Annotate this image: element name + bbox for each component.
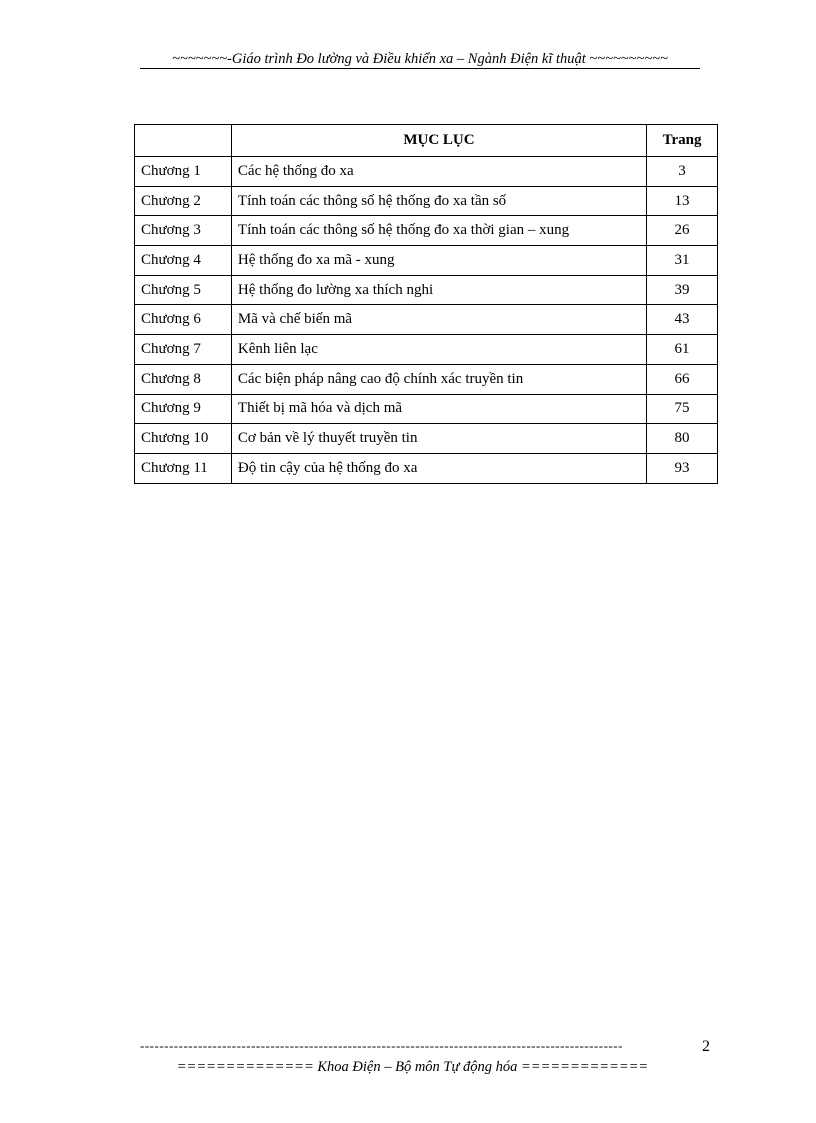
- toc-chapter-title: Độ tin cậy của hệ thống đo xa: [231, 453, 646, 483]
- toc-row: [135, 275, 718, 305]
- toc-row: [135, 424, 718, 454]
- toc-chapter: Chương 11: [135, 453, 232, 483]
- toc-chapter-title: Tính toán các thông số hệ thống đo xa tần số: [231, 186, 646, 216]
- toc-page-number: 26: [647, 216, 718, 246]
- toc-row: [135, 246, 718, 276]
- toc-page-number: 31: [647, 246, 718, 276]
- toc-page-number: 39: [647, 275, 718, 305]
- table-of-contents: [134, 124, 718, 484]
- toc-chapter: Chương 1: [135, 157, 232, 187]
- toc-header-row: [135, 125, 718, 157]
- toc-chapter: Chương 6: [135, 305, 232, 335]
- toc-chapter-title: Thiết bị mã hóa và dịch mã: [231, 394, 646, 424]
- page-number: 2: [702, 1038, 710, 1055]
- toc-chapter-title: Kênh liên lạc: [231, 335, 646, 365]
- toc-title: MỤC LỤC: [231, 125, 646, 157]
- toc-row: [135, 305, 718, 335]
- toc-page-number: 43: [647, 305, 718, 335]
- toc-page-number: 13: [647, 186, 718, 216]
- toc-page-header: Trang: [647, 125, 718, 157]
- toc-chapter-title: Mã và chế biến mã: [231, 305, 646, 335]
- toc-chapter-title: Cơ bản về lý thuyết truyền tin: [231, 424, 646, 454]
- toc-chapter: Chương 9: [135, 394, 232, 424]
- header-underline: [140, 68, 700, 69]
- toc-row: [135, 394, 718, 424]
- toc-chapter: Chương 3: [135, 216, 232, 246]
- toc-chapter-title: Tính toán các thông số hệ thống đo xa thời gian – xung: [231, 216, 646, 246]
- toc-chapter: Chương 7: [135, 335, 232, 365]
- toc-chapter: Chương 2: [135, 186, 232, 216]
- toc-page-number: 80: [647, 424, 718, 454]
- toc-chapter: Chương 8: [135, 364, 232, 394]
- toc-page-number: 75: [647, 394, 718, 424]
- toc-page-number: 3: [647, 157, 718, 187]
- toc-row: [135, 453, 718, 483]
- toc-page-number: 61: [647, 335, 718, 365]
- footer-separator: ----------------------------------------------------------------------------------------------------: [140, 1039, 623, 1053]
- toc-row: [135, 186, 718, 216]
- toc-row: [135, 335, 718, 365]
- toc-chapter-title: Các hệ thống đo xa: [231, 157, 646, 187]
- toc-chapter: Chương 5: [135, 275, 232, 305]
- page-header: ~~~~~~~-Giáo trình Đo lường và Điều khiển xa – Ngành Điện kĩ thuật ~~~~~~~~~~: [172, 51, 668, 67]
- toc-row: [135, 216, 718, 246]
- toc-row: [135, 364, 718, 394]
- toc-chapter: Chương 10: [135, 424, 232, 454]
- toc-chapter-title: Hệ thống đo lường xa thích nghi: [231, 275, 646, 305]
- toc-chapter-title: Hệ thống đo xa mã - xung: [231, 246, 646, 276]
- toc-page-number: 66: [647, 364, 718, 394]
- toc-chapter-title: Các biện pháp nâng cao độ chính xác truyền tin: [231, 364, 646, 394]
- toc-chapter: Chương 4: [135, 246, 232, 276]
- toc-corner-cell: [135, 125, 232, 157]
- page-footer: ============== Khoa Điện – Bộ môn Tự động hóa =============: [176, 1059, 649, 1075]
- toc-row: [135, 157, 718, 187]
- toc-page-number: 93: [647, 453, 718, 483]
